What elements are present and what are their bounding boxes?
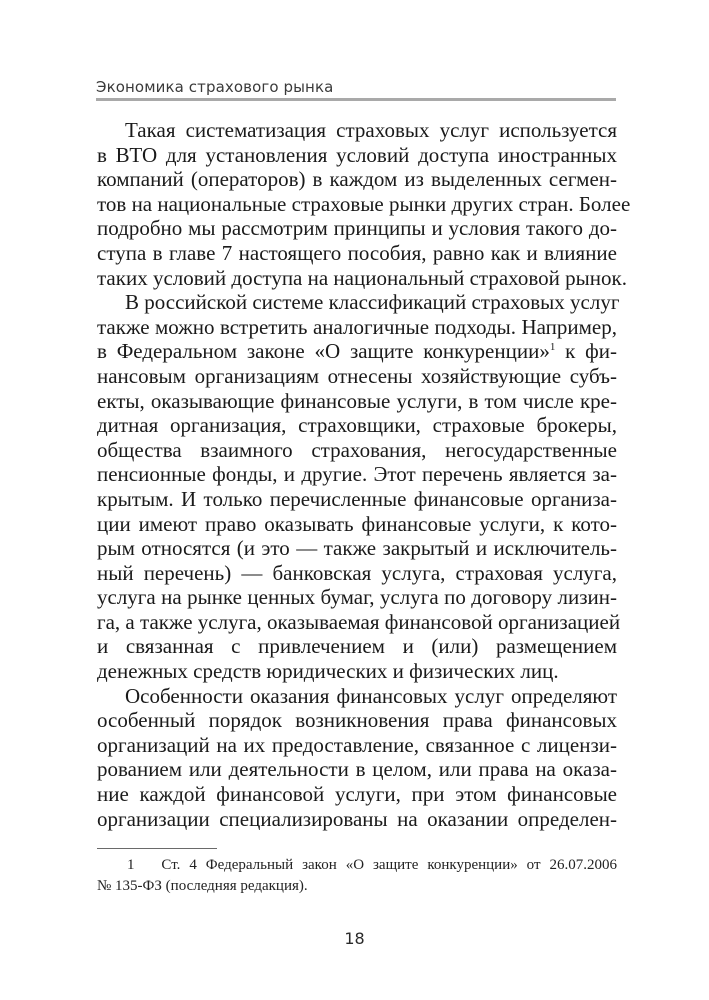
footnote-text: Ст. 4 Федеральный закон «О защите конкуренции» от 26.07.2006 (161, 857, 618, 873)
text-line: в ВТО для установления условий доступа иностранных (97, 142, 617, 167)
text-line: денежных средств юридических и физических лиц. (97, 659, 559, 684)
text-line: общества взаимного страхования, негосударственные (97, 437, 617, 462)
text-line: пенсионные фонды, и другие. Этот перечень является за- (97, 462, 617, 487)
text-line: ние каждой финансовой услуги, при этом финансовые (97, 782, 617, 807)
footnote-number: 1 (127, 857, 135, 873)
text-line: ный перечень) — банковская услуга, страховая услуга, (97, 560, 617, 585)
footnote-line: № 135-ФЗ (последняя редакция). (97, 878, 308, 894)
text-line: ции имеют право оказывать финансовые услуги, к кото- (97, 511, 617, 536)
text-segment: в Федеральном законе «О защите конкуренции» (97, 339, 550, 364)
footnote-line (97, 855, 617, 876)
text-line: организаций на их предоставление, связанное с лицензи- (97, 732, 617, 757)
text-line: Особенности оказания финансовых услуг определяют (125, 683, 617, 708)
text-line: екты, оказывающие финансовые услуги, в том числе кре- (97, 388, 617, 413)
text-line-with-footnote (97, 339, 617, 364)
text-line: га, а также услуга, оказываемая финансовой организацией (97, 609, 621, 634)
footnote-divider (97, 848, 217, 849)
main-text (97, 118, 631, 831)
text-line: организации специализированы на оказании определен- (97, 806, 617, 831)
text-line: ступа в главе 7 настоящего пособия, равно как и влияние (97, 240, 617, 265)
text-line: тов на национальные страховые рынки других стран. Более (97, 191, 631, 216)
text-line: В российской системе классификаций страховых услуг (125, 290, 620, 315)
text-segment: к фи- (555, 339, 617, 364)
text-line: таких условий доступа на национальный страховой рынок. (97, 265, 627, 290)
text-line: услуга на рынке ценных бумаг, услуга по договору лизин- (97, 585, 617, 610)
text-line: рованием или деятельности в целом, или права на оказа- (97, 757, 617, 782)
text-line: особенный порядок возникновения права финансовых (97, 708, 617, 733)
text-line: дитная организация, страховщики, страховые брокеры, (97, 413, 617, 438)
text-line: рым относятся (и это — также закрытый и исключитель- (97, 536, 617, 561)
text-line: нансовым организациям отнесены хозяйствующие субъ- (97, 363, 617, 388)
running-header: Экономика страхового рынка (96, 78, 334, 96)
text-line: подробно мы рассмотрим принципы и условия такого до- (97, 216, 617, 241)
text-line: и связанная с привлечением и (или) размещением (97, 634, 617, 659)
text-line: также можно встретить аналогичные подходы. Например, (97, 314, 617, 339)
text-line: Такая систематизация страховых услуг используется (125, 118, 617, 142)
footnote-reference[interactable]: 1 (549, 341, 556, 354)
text-line: крытым. И только перечисленные финансовые организа- (97, 486, 617, 511)
footnote (97, 855, 617, 897)
text-line: компаний (операторов) в каждом из выделенных сегмен- (97, 167, 617, 192)
header-divider (96, 98, 616, 101)
page-number: 18 (344, 929, 365, 948)
